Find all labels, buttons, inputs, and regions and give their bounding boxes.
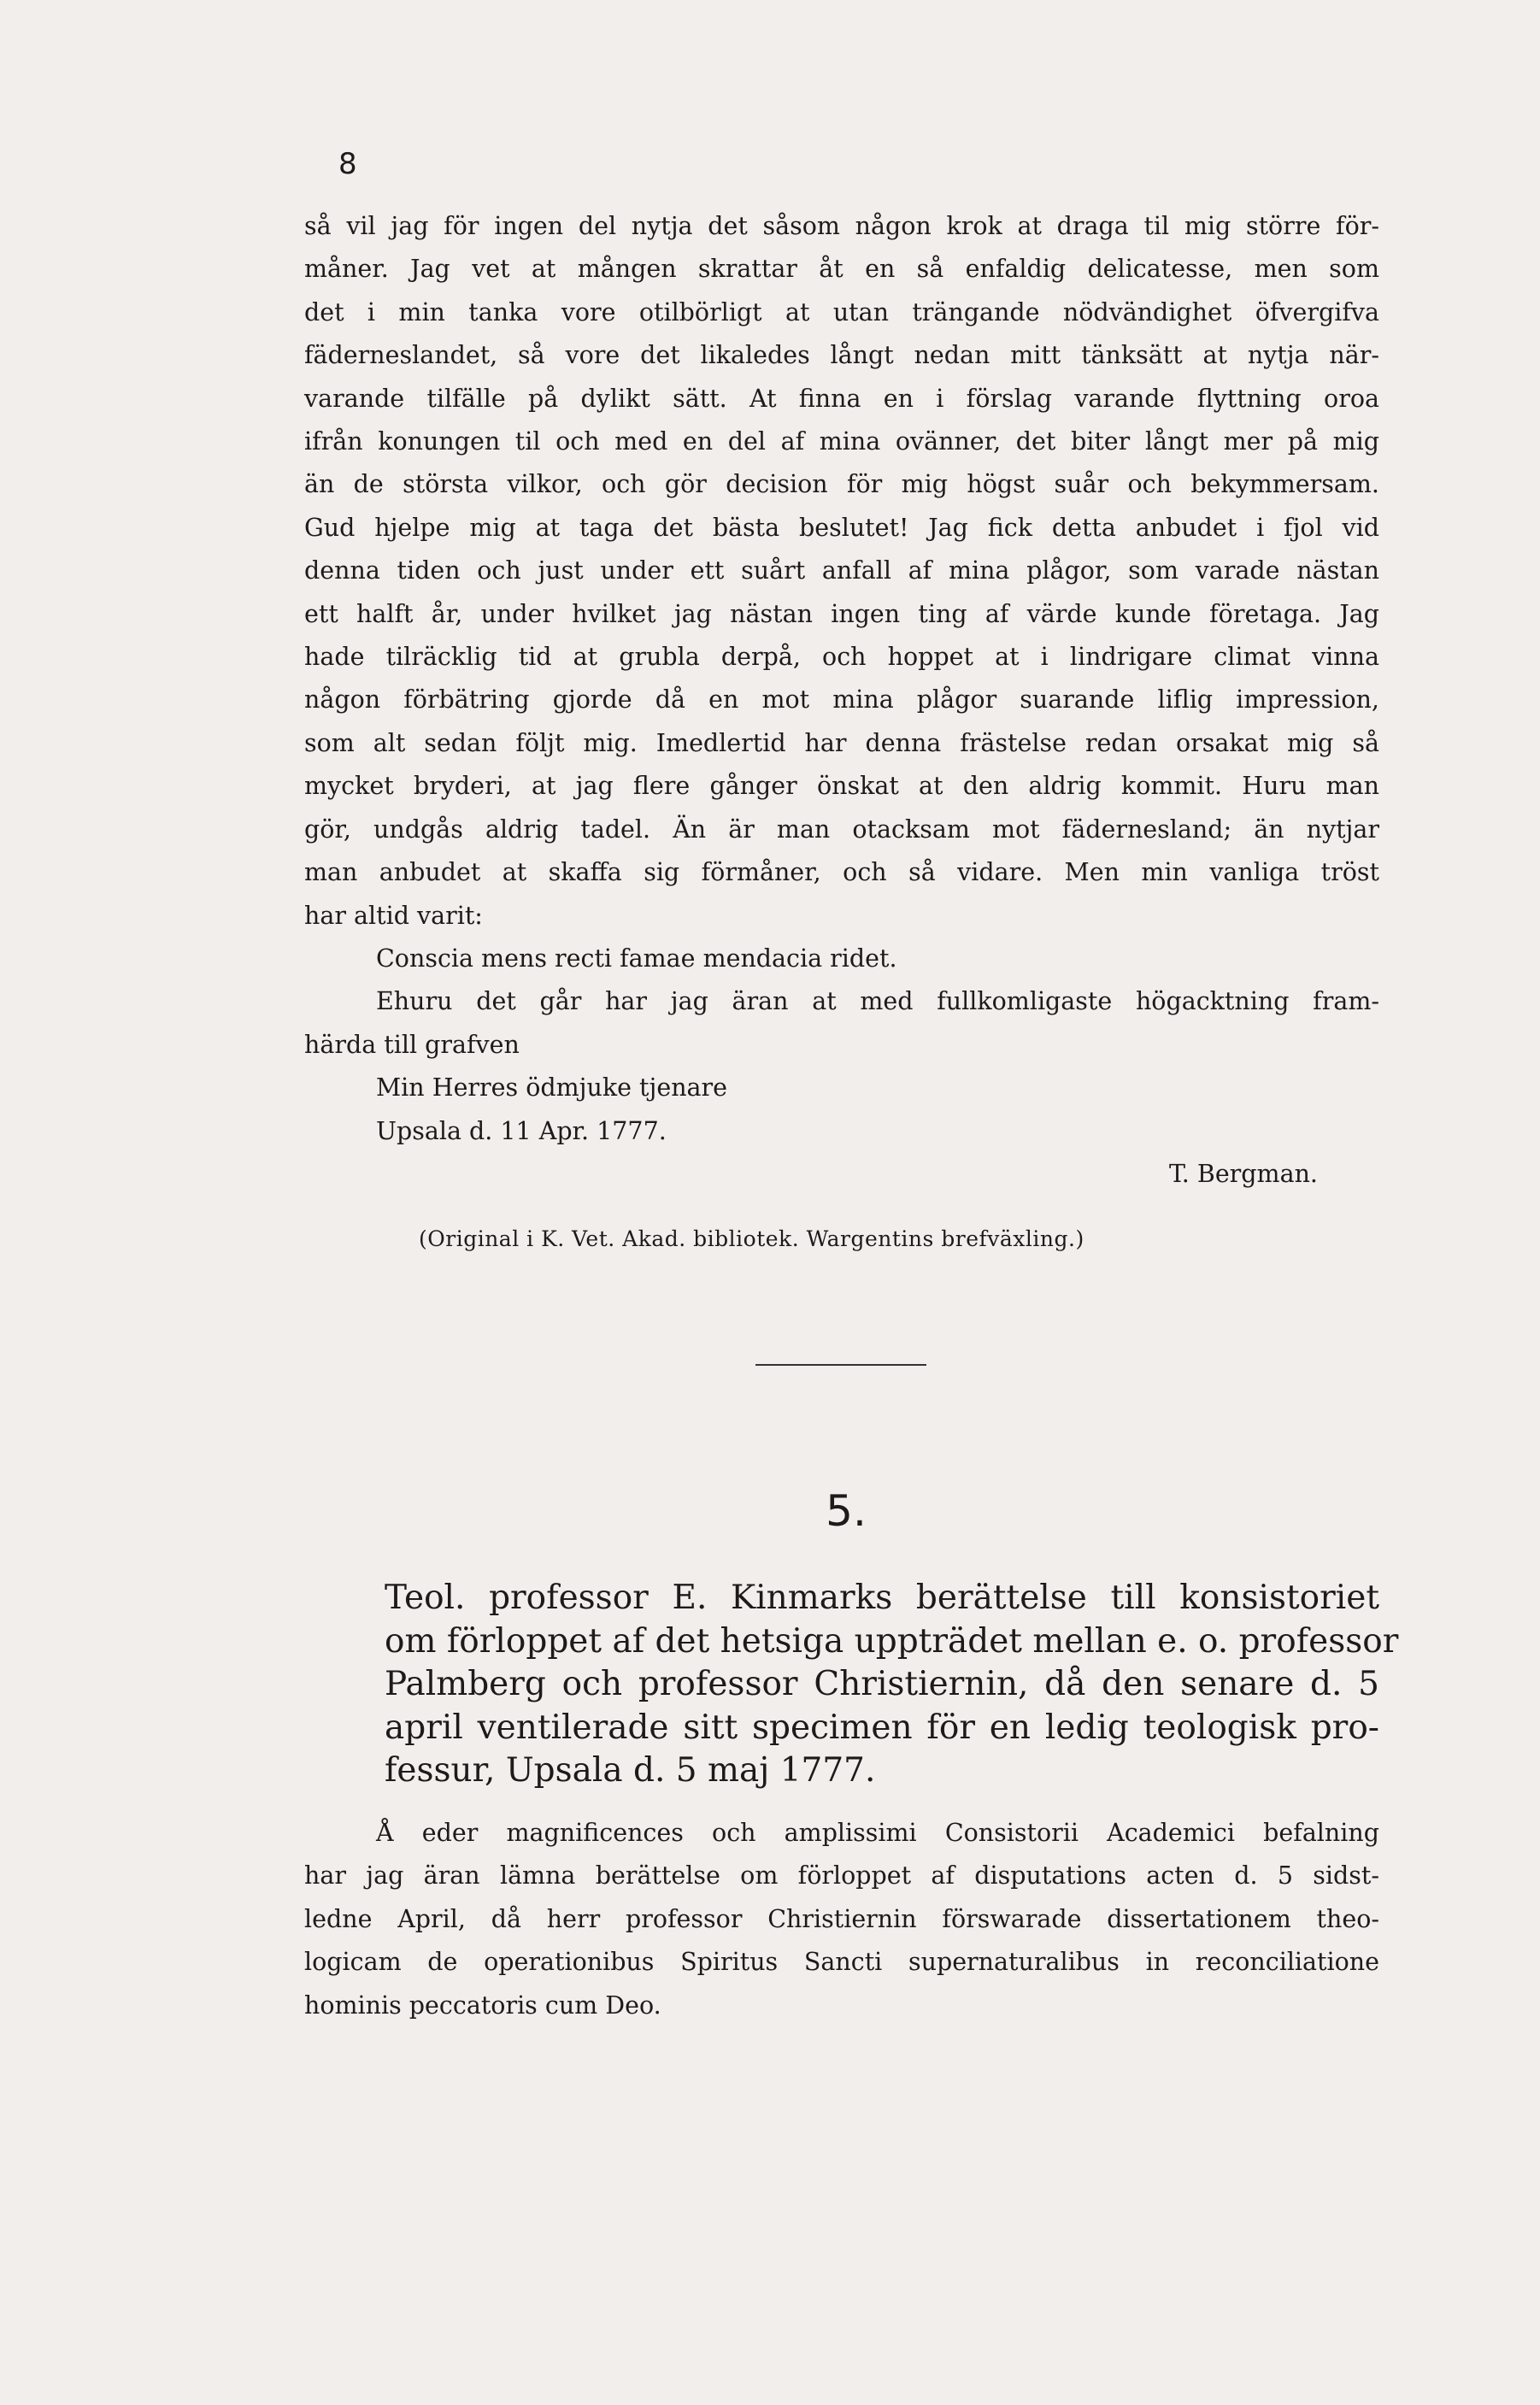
section-number: 5. [826, 1486, 867, 1536]
letter-line: så vil jag för ingen del nytja det såsom någon krok at draga til mig större för- [304, 212, 1379, 240]
place-date: Upsala d. 11 Apr. 1777. [376, 1116, 667, 1145]
heading-line: Teol. professor E. Kinmarks berättelse till konsistoriet [385, 1579, 1379, 1617]
letter-line: mycket bryderi, at jag flere gånger önskat at den aldrig kommit. Huru man [304, 772, 1379, 801]
section-divider [755, 1364, 926, 1366]
section-body [304, 1812, 1379, 2027]
closing-line: härda till grafven [304, 1030, 520, 1059]
letter-line: måner. Jag vet at mången skrattar åt en så enfaldig delicatesse, men som [304, 255, 1379, 284]
section-body-line: Å eder magnificences och amplissimi Consistorii Academici befalning [376, 1819, 1379, 1847]
letter-line: det i min tanka vore otilbörligt at utan trängande nödvändighet öfvergifva [304, 297, 1379, 326]
source-note: (Original i K. Vet. Akad. bibliotek. Wargentins brefväxling.) [419, 1226, 1084, 1251]
heading-line: om förloppet af det hetsiga uppträdet mellan e. o. professor [385, 1621, 1399, 1661]
letter-line: någon förbätring gjorde då en mot mina plågor suarande liflig impression, [304, 685, 1379, 714]
section-body-line: har jag äran lämna berättelse om förloppet af disputations acten d. 5 sidst- [304, 1861, 1379, 1890]
letter-line: varande tilfälle på dylikt sätt. At finna en i förslag varande flyttning oroa [304, 384, 1379, 413]
letter-line: ifrån konungen til och med en del af mina ovänner, det biter långt mer på mig [304, 427, 1379, 456]
section-body-line: hominis peccatoris cum Deo. [304, 1990, 661, 2020]
section-body-line: ledne April, då herr professor Christiernin förswarade dissertationem theo- [304, 1904, 1379, 1933]
letter-line: man anbudet at skaffa sig förmåner, och så vidare. Men min vanliga tröst [304, 858, 1379, 887]
salutation: Min Herres ödmjuke tjenare [376, 1073, 728, 1103]
letter-line: denna tiden och just under ett suårt anfall af mina plågor, som varade nästan [304, 556, 1379, 585]
letter-line: gör, undgås aldrig tadel. Än är man otacksam mot fädernesland; än nytjar [304, 814, 1379, 844]
closing-line: Ehuru det går har jag äran at med fullkomligaste högacktning fram- [376, 987, 1379, 1016]
section-heading [385, 1577, 1399, 1793]
signature: T. Bergman. [1168, 1159, 1318, 1188]
letter-body [304, 205, 1379, 1196]
letter-line: som alt sedan följt mig. Imedlertid har denna frästelse redan orsakat mig så [304, 728, 1379, 757]
letter-line: fäderneslandet, så vore det likaledes långt nedan mitt tänksätt at nytja när- [304, 341, 1379, 370]
letter-line: har altid varit: [304, 901, 483, 930]
latin-quote: Conscia mens recti famae mendacia ridet. [376, 944, 897, 973]
letter-line: Gud hjelpe mig at taga det bästa beslutet! Jag fick detta anbudet i fjol vid [304, 513, 1379, 542]
page-number: 8 [338, 147, 357, 181]
heading-line: april ventilerade sitt specimen för en ledig teologisk pro- [385, 1708, 1379, 1747]
letter-line: ett halft år, under hvilket jag nästan ingen ting af värde kunde företaga. Jag [304, 599, 1379, 628]
letter-line: än de största vilkor, och gör decision för mig högst suår och bekymmersam. [304, 470, 1379, 499]
section-body-line: logicam de operationibus Spiritus Sancti supernaturalibus in reconciliatione [304, 1948, 1379, 1977]
letter-line: hade tilräcklig tid at grubla derpå, och hoppet at i lindrigare climat vinna [304, 643, 1379, 672]
heading-line: fessur, Upsala d. 5 maj 1777. [385, 1751, 876, 1790]
heading-line: Palmberg och professor Christiernin, då den senare d. 5 [385, 1665, 1379, 1703]
